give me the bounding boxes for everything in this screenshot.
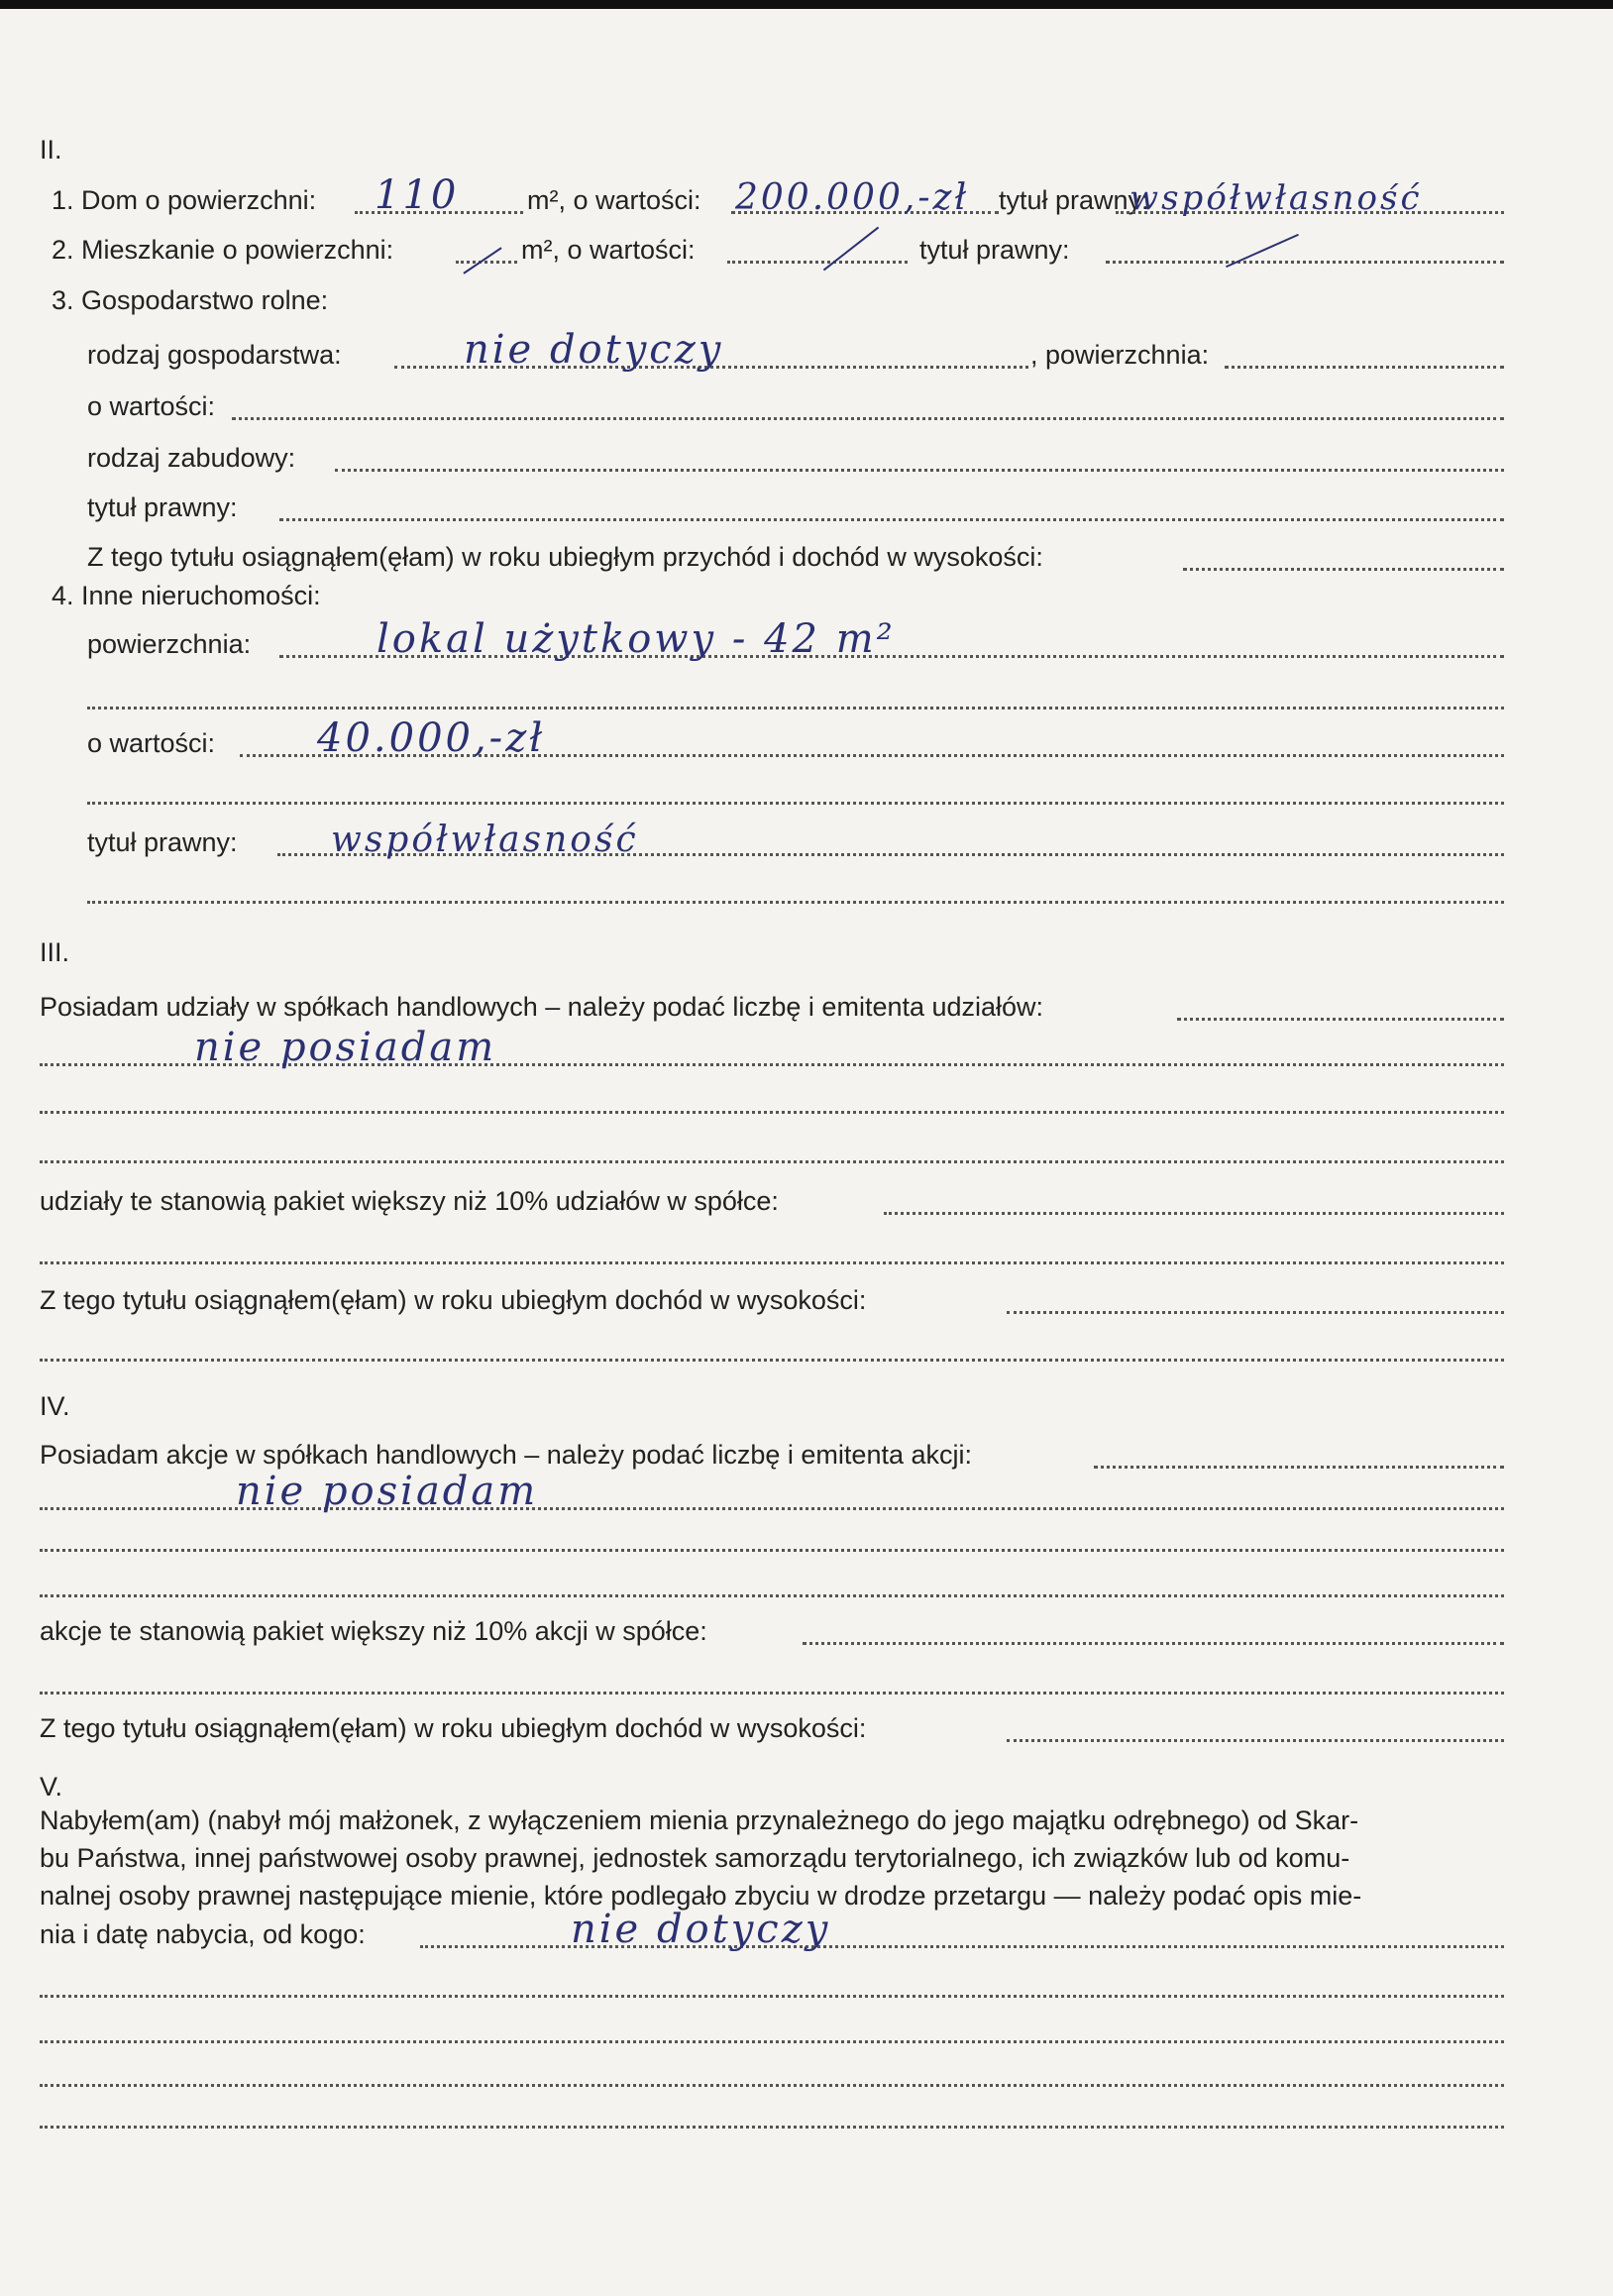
label-inne-pow: powierzchnia: bbox=[87, 629, 252, 659]
dotted-line bbox=[40, 2040, 1504, 2043]
blank-line bbox=[0, 1659, 1613, 1702]
blank-line bbox=[0, 2093, 1613, 2136]
label-akcje: Posiadam akcje w spółkach handlowych – należy podać liczbę i emitenta akcji: bbox=[40, 1440, 972, 1470]
field-udzialy-answer bbox=[0, 1025, 1613, 1074]
field-dom bbox=[0, 172, 1613, 222]
label-udzialy: Posiadam udziały w spółkach handlowych – należy podać liczbę i emitenta udziałów: bbox=[40, 992, 1044, 1022]
dotted-line bbox=[1094, 1466, 1504, 1469]
dotted-line bbox=[40, 1111, 1504, 1114]
dotted-line bbox=[87, 707, 1504, 710]
label-rodzaj: rodzaj gospodarstwa: bbox=[87, 340, 342, 370]
dotted-line bbox=[40, 1549, 1504, 1552]
blank-line bbox=[0, 2051, 1613, 2095]
label-udzialy-dochod: Z tego tytułu osiągnąłem(ęłam) w roku ubiegłym dochód w wysokości: bbox=[40, 1285, 867, 1315]
field-akcje-pakiet bbox=[0, 1609, 1613, 1653]
label-powierzchnia: , powierzchnia: bbox=[1030, 340, 1210, 370]
label-mieszkanie: 2. Mieszkanie o powierzchni: bbox=[52, 235, 394, 265]
answer-inne-pow: lokal użytkowy - 42 m² bbox=[376, 616, 896, 662]
dotted-line bbox=[40, 1160, 1504, 1163]
label-wartosc: o wartości: bbox=[87, 391, 216, 421]
section-iv-heading: IV. bbox=[40, 1391, 70, 1421]
dotted-line bbox=[884, 1212, 1504, 1215]
label-dochod: Z tego tytułu osiągnąłem(ęłam) w roku ubiegłym przychód i dochód w wysokości: bbox=[87, 542, 1043, 572]
blank-line bbox=[0, 2008, 1613, 2051]
field-inne-pow-extra bbox=[0, 674, 1613, 717]
dotted-line bbox=[40, 1261, 1504, 1264]
field-gospodarstwo-zabudowa bbox=[0, 436, 1613, 480]
blank-line bbox=[0, 1128, 1613, 1171]
dotted-line bbox=[40, 1359, 1504, 1362]
dotted-line bbox=[1007, 1311, 1504, 1314]
label-dom: 1. Dom o powierzchni: bbox=[52, 185, 317, 215]
label-akcje-dochod: Z tego tytułu osiągnąłem(ęłam) w roku ubiegłym dochód w wysokości: bbox=[40, 1713, 867, 1743]
field-nabycie bbox=[0, 1907, 1613, 1956]
field-inne-tytul-extra bbox=[0, 868, 1613, 912]
answer-inne-wartosc: 40.000,-zł bbox=[317, 715, 546, 761]
blank-line bbox=[0, 1516, 1613, 1560]
section-v-paragraph bbox=[40, 1802, 1506, 1914]
label-mieszkanie-title: tytuł prawny: bbox=[919, 235, 1070, 265]
blank-line bbox=[0, 1229, 1613, 1272]
field-inne-tytul bbox=[0, 820, 1613, 864]
dotted-line bbox=[40, 2126, 1504, 2129]
dotted-line bbox=[40, 1594, 1504, 1597]
label-akcje-pakiet: akcje te stanowią pakiet większy niż 10% akcji w spółce: bbox=[40, 1616, 707, 1646]
answer-nabycie: nie dotyczy bbox=[571, 1907, 831, 1952]
dotted-line bbox=[87, 802, 1504, 805]
dotted-line bbox=[40, 1692, 1504, 1695]
dotted-line bbox=[232, 417, 1504, 420]
answer-dom-area: 110 bbox=[375, 172, 460, 218]
section-ii-heading: II. bbox=[40, 135, 62, 164]
field-gospodarstwo-rodzaj bbox=[0, 327, 1613, 377]
paragraph-line: nalnej osoby prawnej następujące mienie, które podlegało zbyciu w drodze przetargu — należy podać opis mie- bbox=[40, 1881, 1362, 1911]
blank-line bbox=[0, 1562, 1613, 1605]
label-udzialy-pakiet: udziały te stanowią pakiet większy niż 10% udziałów w spółce: bbox=[40, 1186, 779, 1216]
dotted-line bbox=[279, 518, 1504, 521]
field-inne-pow bbox=[0, 616, 1613, 666]
field-akcje-dochod bbox=[0, 1706, 1613, 1750]
field-akcje-answer bbox=[0, 1469, 1613, 1518]
dotted-line bbox=[456, 261, 517, 264]
answer-akcje: nie posiadam bbox=[236, 1469, 539, 1514]
dotted-line bbox=[87, 901, 1504, 904]
answer-dom-title: współwłasność bbox=[1129, 178, 1423, 218]
label-gospodarstwo: 3. Gospodarstwo rolne: bbox=[52, 285, 329, 315]
dotted-line bbox=[335, 469, 1504, 472]
dotted-line bbox=[1007, 1739, 1504, 1742]
field-udzialy-pakiet bbox=[0, 1179, 1613, 1223]
blank-line bbox=[0, 1326, 1613, 1369]
paragraph-line: Nabyłem(am) (nabył mój małżonek, z wyłączeniem mienia przynależnego do jego majątku odrębnego) od Skar- bbox=[40, 1805, 1359, 1835]
label-tytul: tytuł prawny: bbox=[87, 492, 238, 522]
label-inne-wartosc: o wartości: bbox=[87, 728, 216, 758]
dotted-line bbox=[40, 1995, 1504, 1998]
paragraph-line: bu Państwa, innej państwowej osoby prawnej, jednostek samorządu terytorialnego, ich związków lub od komu- bbox=[40, 1843, 1350, 1873]
section-v-heading: V. bbox=[40, 1772, 63, 1802]
field-inne-wartosc-extra bbox=[0, 769, 1613, 813]
dotted-line bbox=[727, 261, 908, 264]
dotted-line bbox=[1183, 568, 1504, 571]
label-nabycie: nia i datę nabycia, od kogo: bbox=[40, 1919, 366, 1949]
answer-dom-value: 200.000,-zł bbox=[735, 177, 970, 218]
dotted-line bbox=[803, 1642, 1504, 1645]
label-inne: 4. Inne nieruchomości: bbox=[52, 581, 321, 610]
label-mieszkanie-unit: m², o wartości: bbox=[521, 235, 696, 265]
blank-line bbox=[0, 1078, 1613, 1122]
field-udzialy bbox=[0, 985, 1613, 1029]
field-mieszkanie bbox=[0, 228, 1613, 272]
scan-top-edge bbox=[0, 0, 1613, 9]
field-gospodarstwo-wartosc bbox=[0, 384, 1613, 428]
answer-rodzaj: nie dotyczy bbox=[464, 327, 724, 373]
dotted-line bbox=[1106, 261, 1504, 264]
blank-line bbox=[0, 1962, 1613, 2006]
field-gospodarstwo-dochod bbox=[0, 535, 1613, 579]
section-iii-heading: III. bbox=[40, 937, 70, 967]
field-inne-wartosc bbox=[0, 715, 1613, 765]
label-dom-unit: m², o wartości: bbox=[527, 185, 701, 215]
label-inne-tytul: tytuł prawny: bbox=[87, 827, 238, 857]
field-gospodarstwo-tytul bbox=[0, 486, 1613, 529]
dotted-line bbox=[1225, 366, 1504, 369]
label-dom-title: tytuł prawny: bbox=[999, 185, 1149, 215]
label-zabudowa: rodzaj zabudowy: bbox=[87, 443, 296, 473]
dotted-line bbox=[40, 2084, 1504, 2087]
answer-inne-tytul: współwłasność bbox=[331, 820, 639, 860]
field-udzialy-dochod bbox=[0, 1278, 1613, 1322]
dotted-line bbox=[1177, 1018, 1504, 1021]
answer-udzialy: nie posiadam bbox=[194, 1025, 497, 1070]
